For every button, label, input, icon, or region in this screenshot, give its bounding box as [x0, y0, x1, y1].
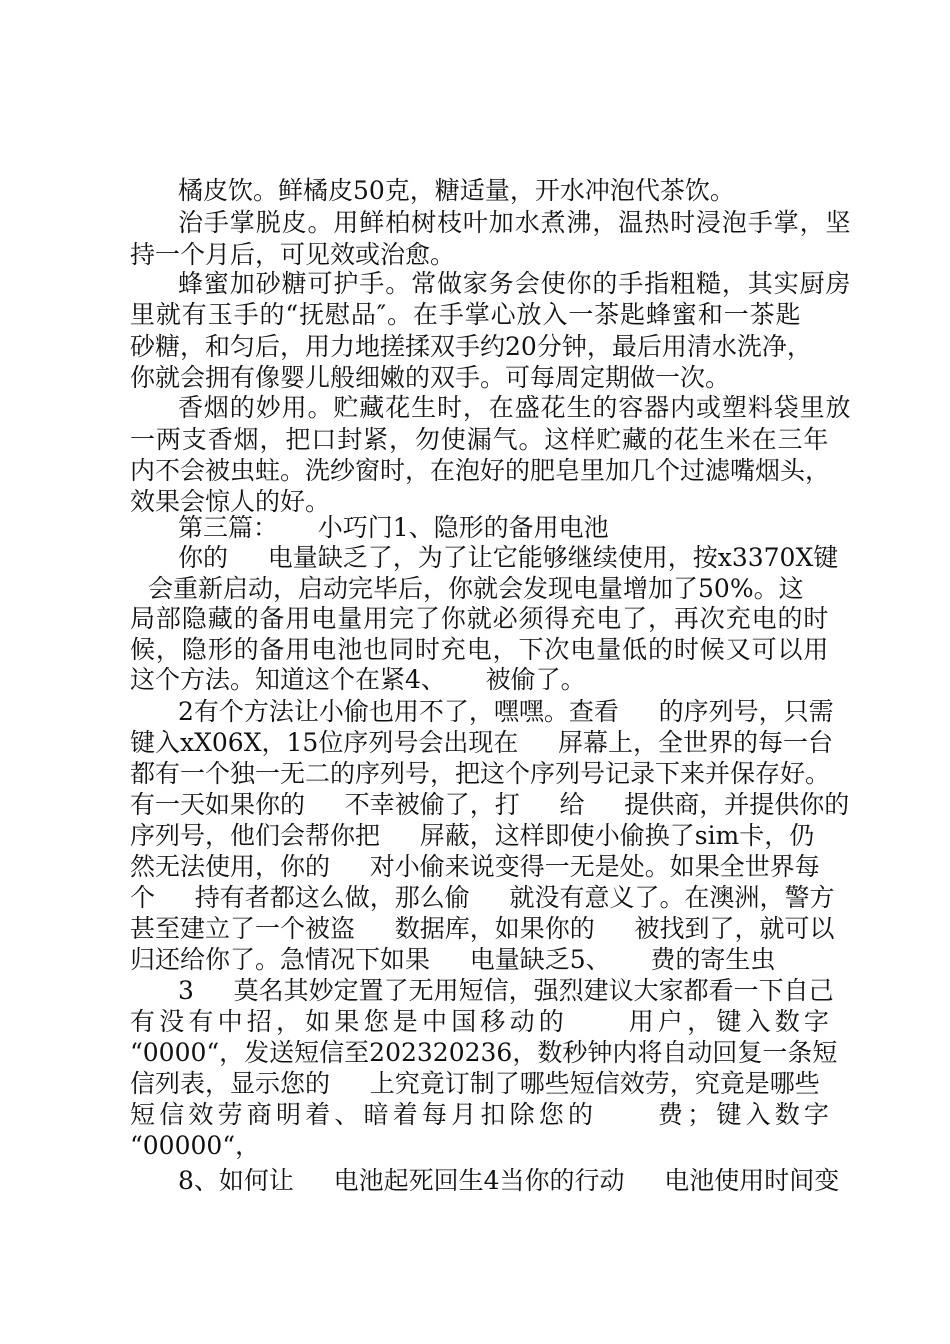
paragraph-line: 你就会拥有像婴儿般细嫩的双手。可每周定期做一次。 [130, 363, 731, 392]
paragraph-line: 有一天如果你的 不幸被偷了，打 给 提供商，并提供你的 [130, 790, 850, 819]
paragraph-line: 然无法使用，你的 对小偷来说变得一无是处。如果全世界每 [130, 852, 820, 881]
paragraph-line: 候，隐形的备用电池也同时充电，下次电量低的时候又可以用 [130, 635, 830, 664]
paragraph-line: 短信效劳商明着、暗着每月扣除您的 费；键入数字 [130, 1100, 834, 1129]
paragraph-line: 会重新启动，启动完毕后，你就会发现电量增加了50%。这 [148, 574, 804, 603]
paragraph-line: 治手掌脱皮。用鲜柏树枝叶加水煮沸，温热时浸泡手掌，坚 [178, 208, 852, 237]
paragraph-line: 8、如何让 电池起死回生4当你的行动 电池使用时间变 [178, 1166, 840, 1195]
paragraph-line: 都有一个独一无二的序列号，把这个序列号记录下来并保存好。 [130, 759, 831, 788]
paragraph-line: 效果会惊人的好。 [130, 487, 331, 516]
paragraph-line: 序列号，他们会帮你把 屏蔽，这样即使小偷换了sim卡，仍 [130, 821, 815, 850]
paragraph-line: 这个方法。知道这个在紧4、 被偷了。 [130, 665, 586, 694]
paragraph-line: 信列表，显示您的 上究竟订制了哪些短信效劳，究竟是哪些 [130, 1069, 820, 1098]
paragraph-line: 甚至建立了一个被盗 数据库，如果你的 被找到了，就可以 [130, 914, 835, 943]
paragraph-line: 蜂蜜加砂糖可护手。常做家务会使你的手指粗糙，其实厨房 [178, 269, 852, 298]
paragraph-line: 橘皮饮。鲜橘皮50克，糖适量，开水冲泡代茶饮。 [178, 176, 735, 205]
paragraph-line: 里就有玉手的“抚慰品″。在手掌心放入一茶匙蜂蜜和一茶匙 [130, 300, 802, 329]
paragraph-line: 个 持有者都这么做，那么偷 就没有意义了。在澳洲，警方 [130, 883, 835, 912]
paragraph-line: 持一个月后，可见效或治愈。 [130, 240, 456, 269]
paragraph-line: 3 莫名其妙定置了无用短信，强烈建议大家都看一下自己 [178, 976, 834, 1005]
paragraph-line: 2有个方法让小偷也用不了，嘿嘿。查看 的序列号，只需 [178, 697, 834, 726]
paragraph-line: 归还给你了。急情况下如果 电量缺乏5、 费的寄生虫 [130, 945, 776, 974]
paragraph-line: 砂糖，和匀后，用力地搓揉双手约20分钟，最后用清水洗净， [130, 332, 812, 361]
paragraph-line: 香烟的妙用。贮藏花生时，在盛花生的容器内或塑料袋里放 [178, 393, 852, 422]
paragraph-line: 你的 电量缺乏了，为了让它能够继续使用，按x3370X键 [178, 543, 839, 572]
section-heading: 第三篇： 小巧门1、隐形的备用电池 [178, 513, 609, 542]
paragraph-line: 局部隐藏的备用电量用完了你就必须得充电了，再次充电的时 [130, 604, 830, 633]
paragraph-line: 键入xX06X，15位序列号会出现在 屏幕上，全世界的每一台 [130, 728, 834, 757]
paragraph-line: 内不会被虫蛀。洗纱窗时，在泡好的肥皂里加几个过滤嘴烟头， [130, 456, 831, 485]
paragraph-line: 一两支香烟，把口封紧，勿使漏气。这样贮藏的花生米在三年 [130, 425, 830, 454]
paragraph-line: 有没有中招，如果您是中国移动的 用户，键入数字 [130, 1007, 834, 1036]
paragraph-line: “0000“，发送短信至202320236，数秒钟内将自动回复一条短 [130, 1038, 838, 1067]
paragraph-line: “00000“， [130, 1131, 261, 1160]
